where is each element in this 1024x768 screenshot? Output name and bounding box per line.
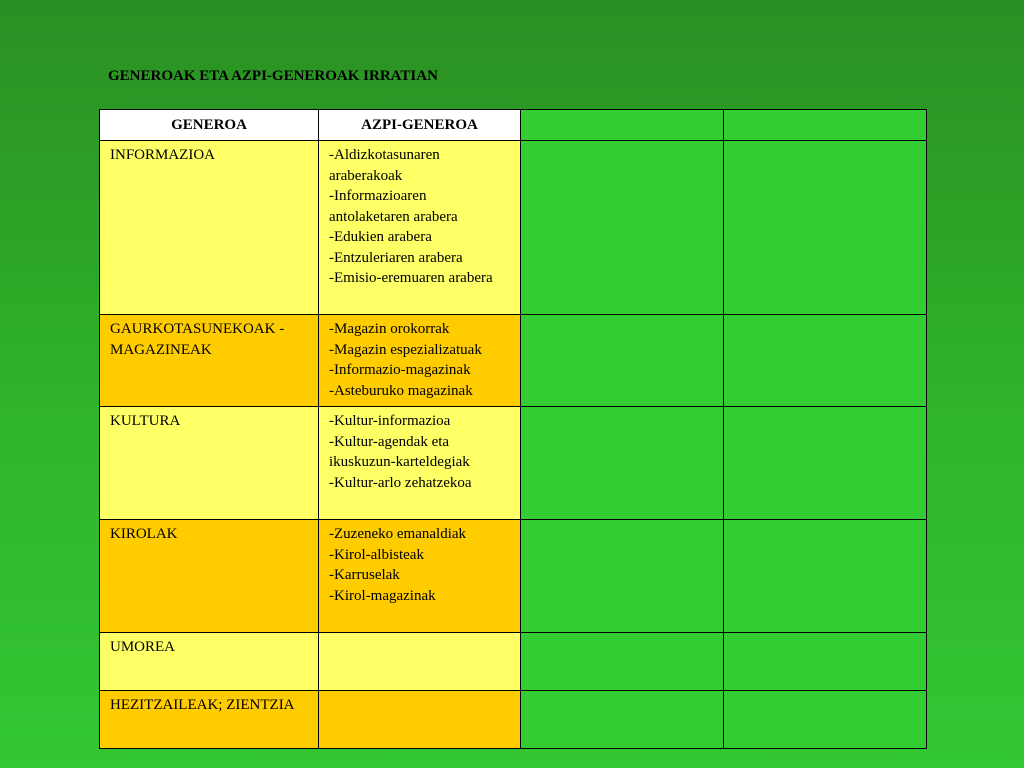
empty-cell: [521, 141, 724, 315]
subgenre-cell: [319, 520, 521, 633]
subgenre-cell: [319, 407, 521, 520]
empty-cell: [724, 633, 927, 691]
table-row: [100, 633, 927, 691]
empty-cell: [521, 520, 724, 633]
subgenre-item: -Kultur-informazioa: [329, 413, 451, 429]
genre-cell: GAURKOTASUNEKOAK -MAGAZINEAK: [100, 315, 319, 407]
table-row: [100, 141, 927, 315]
empty-cell: [521, 407, 724, 520]
empty-cell: [724, 691, 927, 749]
empty-cell: [724, 407, 927, 520]
subgenre-item: -Edukien arabera: [329, 229, 432, 245]
subgenre-item: -Kultur-arlo zehatzekoa: [329, 474, 472, 491]
subgenre-item: -Karruselak: [329, 567, 400, 583]
subgenre-cell: [319, 315, 521, 407]
empty-cell: [521, 633, 724, 691]
table-row: [100, 315, 927, 407]
table-row: [100, 407, 927, 520]
header-genre: GENEROA: [100, 110, 319, 141]
subgenre-item: -Zuzeneko emanaldiak: [329, 526, 467, 542]
empty-cell: [724, 141, 927, 315]
subgenre-item: -Aldizkotasunaren araberakoak: [329, 147, 440, 184]
slide-title: GENEROAK ETA AZPI-GENEROAK IRRATIAN: [108, 68, 438, 84]
subgenre-item: -Kultur-agendak eta ikuskuzun-karteldegiak: [329, 433, 470, 470]
subgenre-item: -Informazio-magazinak: [329, 362, 471, 378]
table-row: [100, 691, 927, 749]
table-row: [100, 520, 927, 633]
header-empty-4: [724, 110, 927, 141]
empty-cell: [521, 691, 724, 749]
subgenre-cell: [319, 691, 521, 749]
empty-cell: [724, 315, 927, 407]
genre-cell: INFORMAZIOA: [100, 141, 319, 315]
header-empty-3: [521, 110, 724, 141]
genre-cell: HEZITZAILEAK; ZIENTZIA: [100, 691, 319, 749]
subgenre-item: -Entzuleriaren arabera: [329, 249, 463, 266]
subgenre-cell: [319, 141, 521, 315]
genre-cell: KULTURA: [100, 407, 319, 520]
subgenre-cell: [319, 633, 521, 691]
subgenre-item: -Informazioaren antolaketaren arabera: [329, 188, 458, 225]
genre-cell: KIROLAK: [100, 520, 319, 633]
empty-cell: [521, 315, 724, 407]
subgenre-item: -Asteburuko magazinak: [329, 382, 473, 399]
table-header-row: [100, 110, 927, 141]
subgenre-item: -Kirol-albisteak: [329, 546, 424, 563]
genre-table: [99, 109, 927, 749]
subgenre-item: -Emisio-eremuaren arabera: [329, 270, 493, 286]
subgenre-item: -Kirol-magazinak: [329, 587, 436, 604]
empty-cell: [724, 520, 927, 633]
subgenre-item: -Magazin orokorrak: [329, 321, 450, 337]
subgenre-item: -Magazin espezializatuak: [329, 341, 482, 358]
genre-cell: UMOREA: [100, 633, 319, 691]
header-subgenre: AZPI-GENEROA: [319, 110, 521, 141]
